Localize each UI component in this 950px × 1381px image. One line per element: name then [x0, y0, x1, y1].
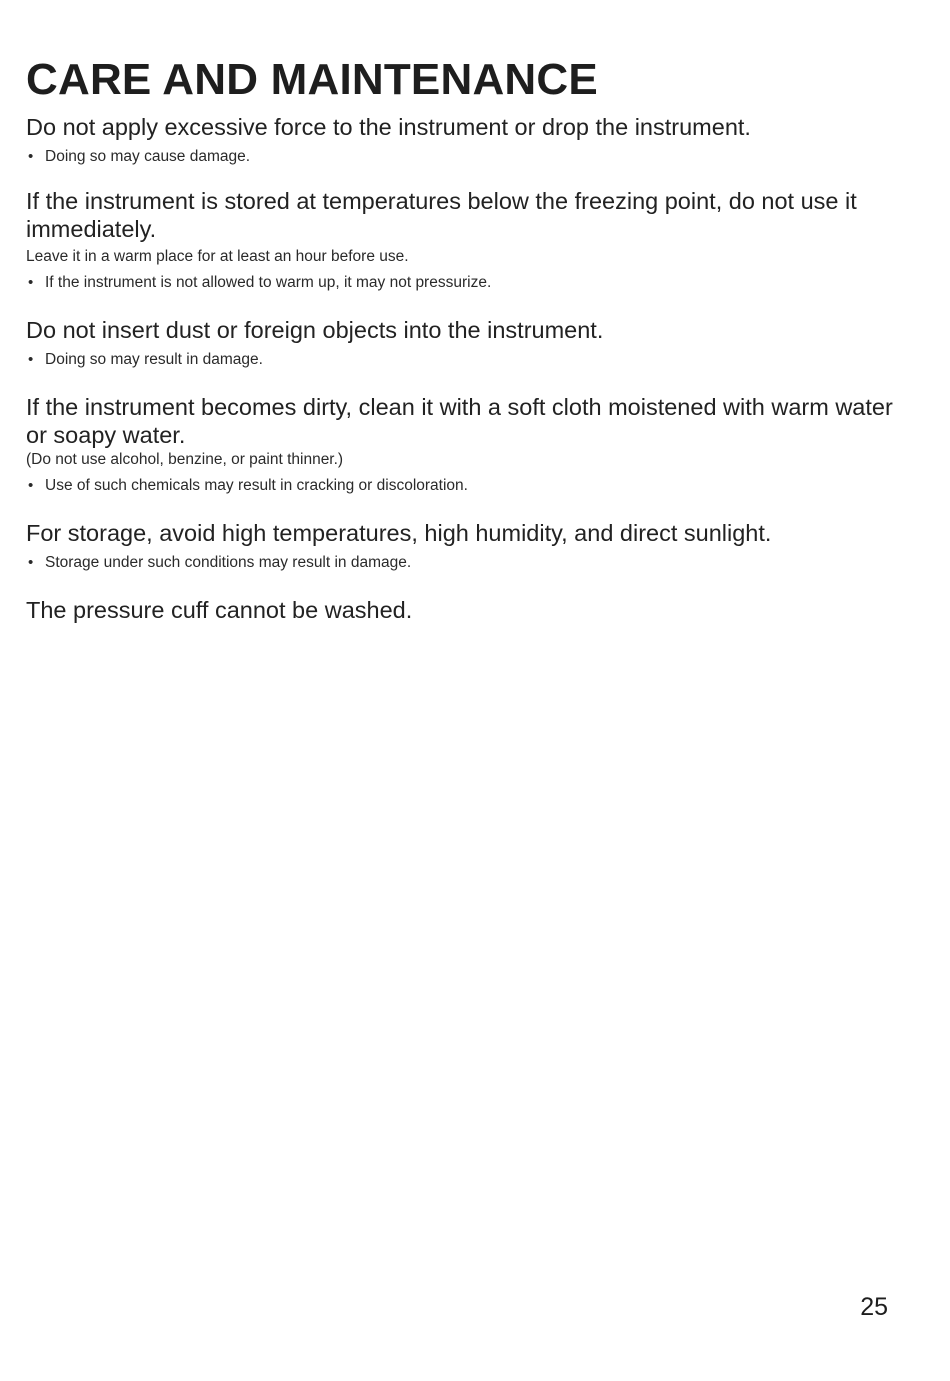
section-heading: If the instrument becomes dirty, clean it with a soft cloth moistened with warm water or soapy water.: [26, 394, 893, 448]
bullet-item: [26, 553, 906, 573]
bullet-item: [26, 350, 906, 370]
bullet-text: Doing so may result in damage.: [45, 351, 263, 368]
bullet-item: [26, 273, 906, 293]
bullet-icon: •: [28, 274, 34, 291]
bullet-text: Use of such chemicals may result in cracking or discoloration.: [45, 477, 468, 494]
section-heading: Do not apply excessive force to the instrument or drop the instrument.: [26, 114, 751, 140]
section-foreign-objects: [26, 316, 906, 370]
section-excessive-force: [26, 113, 906, 167]
section-note: (Do not use alcohol, benzine, or paint thinner.): [26, 451, 344, 468]
bullet-icon: •: [28, 148, 34, 165]
section-cuff-washing: [26, 596, 906, 624]
section-heading: For storage, avoid high temperatures, high humidity, and direct sunlight.: [26, 520, 772, 546]
bullet-text: Storage under such conditions may result in damage.: [45, 554, 412, 571]
section-note: Leave it in a warm place for at least an hour before use.: [26, 248, 409, 265]
bullet-text: Doing so may cause damage.: [45, 148, 251, 165]
bullet-item: [26, 476, 906, 496]
bullet-icon: •: [28, 351, 34, 368]
section-heading: If the instrument is stored at temperatures below the freezing point, do not use it immediately.: [26, 188, 857, 242]
page-title: CARE AND MAINTENANCE: [26, 55, 598, 104]
bullet-item: [26, 147, 906, 167]
care-instructions: [26, 113, 906, 624]
bullet-text: If the instrument is not allowed to warm up, it may not pressurize.: [45, 274, 492, 291]
bullet-icon: •: [28, 477, 34, 494]
section-heading: The pressure cuff cannot be washed.: [26, 597, 413, 623]
bullet-icon: •: [28, 554, 34, 571]
section-storage: [26, 519, 906, 573]
section-freezing: [26, 187, 906, 293]
section-heading: Do not insert dust or foreign objects into the instrument.: [26, 317, 604, 343]
page-number: 25: [860, 1293, 888, 1321]
section-cleaning: [26, 393, 906, 496]
